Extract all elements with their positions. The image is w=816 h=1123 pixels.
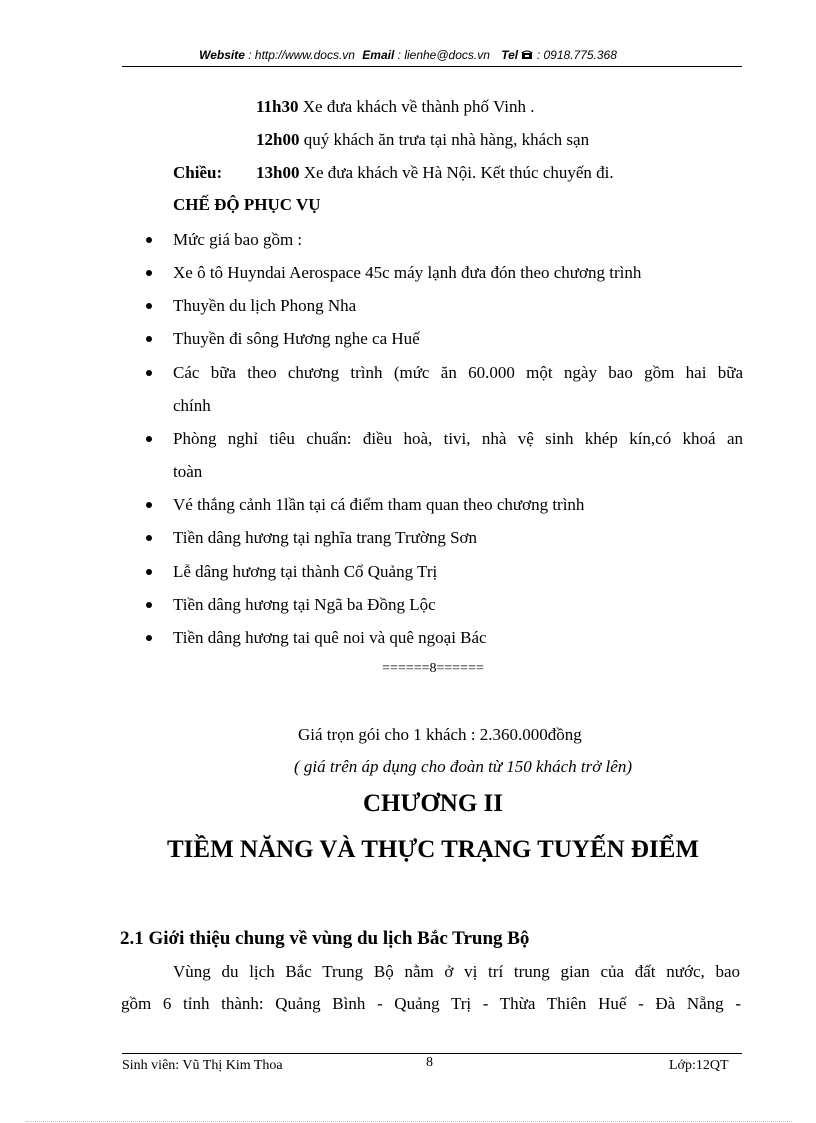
bullet-icon — [146, 436, 152, 442]
chapter-heading: CHƯƠNG II — [362, 790, 504, 817]
list-item-text: Tiền dâng hương tại Ngã ba Đồng Lộc — [173, 595, 436, 614]
schedule-text: Xe đưa khách về thành phố Vinh . — [302, 97, 535, 116]
bullet-icon — [146, 270, 152, 276]
footer-student: Sinh viên: Vũ Thị Kim Thoa — [122, 1058, 283, 1073]
website-value[interactable]: : http://www.docs.vn — [248, 48, 355, 62]
paragraph-line: gồm 6 tỉnh thành: Quảng Bình - Quảng Trị - Thừa Thiên Huế - Đà Nẵng - — [121, 994, 741, 1013]
list-item-text: Vé thắng cảnh 1lần tại cá điểm tham quan theo chương trình — [173, 495, 585, 514]
section-heading: 2.1 Giới thiệu chung về vùng du lịch Bắc Trung Bộ — [120, 928, 530, 949]
bullet-icon — [146, 635, 152, 641]
phone-icon — [521, 49, 533, 60]
schedule-item — [256, 97, 534, 117]
website-label: Website — [199, 48, 245, 62]
bullet-icon — [146, 303, 152, 309]
list-item-text: Mức giá bao gồm : — [173, 230, 303, 249]
bullet-icon — [146, 602, 152, 608]
bullet-icon — [146, 502, 152, 508]
schedule-text: Xe đưa khách về Hà Nội. Kết thúc chuyến đi. — [303, 163, 614, 182]
schedule-text: quý khách ăn trưa tại nhà hàng, khách sạn — [303, 130, 590, 149]
page-border — [26, 1121, 792, 1122]
schedule-time: 12h00 — [256, 130, 300, 149]
list-item-text: Phòng nghỉ tiêu chuẩn: điều hoà, tivi, nhà vệ sinh khép kín,có khoá an — [173, 429, 743, 448]
bullet-icon — [146, 535, 152, 541]
paragraph-line: Vùng du lịch Bắc Trung Bộ nằm ở vị trí trung gian của đất nước, bao — [173, 962, 740, 981]
page-header — [0, 48, 816, 62]
list-item-text: Thuyền đi sông Hương nghe ca Huế — [173, 329, 420, 348]
list-item-continuation: chính — [173, 396, 211, 415]
chapter-title: TIỀM NĂNG VÀ THỰC TRẠNG TUYẾN ĐIỂM — [166, 836, 699, 863]
tel-value: : 0918.775.368 — [536, 48, 617, 62]
list-item-continuation: toàn — [173, 462, 203, 481]
list-item-text: Lễ dâng hương tại thành Cổ Quảng Trị — [173, 562, 438, 581]
tel-label: Tel — [501, 48, 519, 62]
email-value[interactable]: : lienhe@docs.vn — [397, 48, 490, 62]
list-item-text: Các bữa theo chương trình (mức ăn 60.000 một ngày bao gồm hai bữa — [173, 363, 743, 382]
schedule-item — [256, 130, 589, 150]
price-note: ( giá trên áp dụng cho đoàn từ 150 khách trở lên) — [294, 757, 632, 776]
schedule-time: 13h00 — [256, 163, 300, 182]
footer-rule — [122, 1053, 742, 1054]
header-rule — [122, 66, 742, 67]
list-item-text: Thuyền du lịch Phong Nha — [173, 296, 357, 315]
list-item-text: Xe ô tô Huyndai Aerospace 45c máy lạnh đưa đón theo chương trình — [173, 263, 642, 282]
service-heading: CHẾ ĐỘ PHỤC VỤ — [173, 195, 321, 214]
bullet-icon — [146, 336, 152, 342]
price-line: Giá trọn gói cho 1 khách : 2.360.000đồng — [298, 725, 582, 744]
email-label: Email — [362, 48, 395, 62]
schedule-time: 11h30 — [256, 97, 299, 116]
section-separator: ======8====== — [382, 661, 484, 676]
bullet-icon — [146, 237, 152, 243]
bullet-icon — [146, 370, 152, 376]
page-number: 8 — [426, 1055, 433, 1070]
bullet-icon — [146, 569, 152, 575]
list-item-text: Tiền dâng hương tại nghĩa trang Trường Sơn — [173, 528, 478, 547]
schedule-item — [256, 163, 614, 183]
list-item-text: Tiền dâng hương tai quê noi và quê ngoại Bác — [173, 628, 487, 647]
schedule-period: Chiều: — [173, 163, 223, 182]
footer-class: Lớp:12QT — [669, 1058, 729, 1073]
